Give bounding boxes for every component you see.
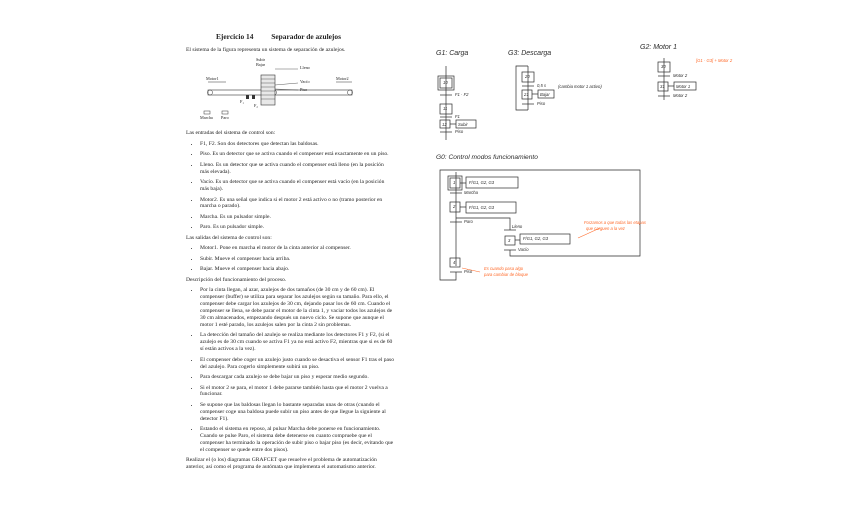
inputs-heading: Las entradas del sistema de control son: bbox=[186, 130, 276, 137]
g3-transition-1: 0,5 s bbox=[537, 83, 547, 88]
g0-red-note-2: que carguen a la vez bbox=[586, 226, 625, 231]
g2-step-31: 31 bbox=[660, 84, 665, 89]
g0-red-note-3: Es cuando pasa algo bbox=[484, 266, 524, 271]
g0-red-note-1: Forzamos a que todas las etapas bbox=[584, 220, 646, 225]
label-lleno: Lleno bbox=[300, 65, 310, 71]
g0-step-3: 3 bbox=[508, 238, 511, 243]
label-motor1: Motor1 bbox=[206, 76, 219, 82]
label-vacio: Vacío bbox=[300, 79, 310, 85]
g0-transition-3: Lleno bbox=[512, 224, 523, 229]
g2-step-30: 30 bbox=[661, 64, 666, 69]
g1-step-12: 12 bbox=[442, 122, 447, 127]
label-f2: F₂ bbox=[254, 103, 258, 109]
g0-transition-2: Paro bbox=[464, 219, 473, 224]
g2-transition-2: Motor 2 bbox=[673, 93, 688, 98]
list-item: • Estando el sistema en reposo, al pulsar Marcha debe ponerse en funcionamiento. Cuando se pulse Paro, el sistema debe detenerse en cuanto compruebe que el compenser ha terminado la operación de subir piso o bajar piso (es decir, evitando que el compenser se quede entre dos pisos). bbox=[200, 426, 394, 454]
list-item: • La detección del tamaño del azulejo se realiza mediante los detectores F1 y F2, (si el azulejo es de 30 cm cuando se activa F1 ya no está activo F2, mientras que si es de 60 sí están activos a la vez). bbox=[200, 332, 394, 353]
label-motor2: Motor2 bbox=[336, 76, 349, 82]
list-item: • Marcha. Es un pulsador simple. bbox=[200, 214, 394, 221]
list-item: • Piso. Es un detector que se activa cuando el compenser está exactamente en un piso. bbox=[200, 151, 394, 158]
g3-step-21: 21 bbox=[524, 92, 529, 97]
list-item: • Por la cinta llegan, al azar, azulejos de dos tamaños (de 30 cm y de 60 cm). El compenser (buffer) se utiliza para separar los azulejos según su tamaño. Para ello, el compenser debe cargar los azulejos de 30 cm, dejando pasar los de 60 cm. Cuando el compenser se llena, se debe parar el motor de la cinta 1, y vaciar todos los azulejos de 30 cm almacenados, empezando después un nuevo ciclo. Se supone que aunque el motor 1 esté parado, los azulejos salen por la cinta 2 sin problemas. bbox=[200, 287, 394, 328]
exercise-number: Ejercicio 14 bbox=[216, 32, 254, 41]
closing-text: Realizar el (o los) diagramas GRAFCET que resuelve el problema de automatización anterior, así como el programa de autómata que implementa el automatismo anterior. bbox=[186, 457, 377, 471]
g1-transition-1: F1 · F2 bbox=[455, 92, 469, 97]
g1-title: G1: Carga bbox=[436, 50, 469, 57]
list-item: • El compenser debe coger un azulejo justo cuando se desactiva el sensor F1 tras el paso del azulejo. Para cogerlo simplemente subirá un piso. bbox=[200, 357, 394, 371]
g3-note: (cambia motor 1 activo) bbox=[558, 84, 602, 89]
label-marcha: Marcha bbox=[200, 115, 213, 121]
list-item: • Bajar. Mueve el compenser hacia abajo. bbox=[200, 266, 394, 273]
g2-transition-1: Motor 2 bbox=[673, 73, 688, 78]
g0-red-note-4: para cambiar de bloque bbox=[484, 272, 528, 277]
g0-step-4: 4 bbox=[453, 260, 456, 265]
g0-transition-1: Marcha bbox=[464, 190, 478, 195]
list-item: • Lleno. Es un detector que se activa cuando el compenser está lleno (en la posición más elevada). bbox=[200, 162, 394, 176]
label-piso: Piso bbox=[300, 87, 308, 93]
g3-transition-2: Piso bbox=[537, 101, 546, 106]
label-subir-bajar: Subir Bajar bbox=[256, 57, 266, 67]
g1-transition-3: Piso bbox=[455, 129, 464, 134]
list-item: • Paro. Es un pulsador simple. bbox=[200, 224, 394, 231]
g1-action-12: Subir bbox=[458, 122, 468, 127]
list-item: • Si el motor 2 se para, el motor 1 debe pararse también hasta que el motor 2 vuelva a funcionar. bbox=[200, 385, 394, 399]
g1-step-11: 11 bbox=[443, 106, 448, 111]
list-item: • Para descargar cada azulejo se debe bajar un piso y esperar medio segundo. bbox=[200, 374, 394, 381]
intro-text: El sistema de la figura representa un sistema de separación de azulejos. bbox=[186, 46, 346, 53]
label-f1: F₁ bbox=[240, 99, 244, 105]
g0-step-2: 2 bbox=[453, 204, 456, 209]
list-item: • Se supone que las baldosas llegan lo bastante separadas unas de otras (cuando el compenser coge una baldosa puede subir un piso antes de que llegue la siguiente al detector F1). bbox=[200, 402, 394, 423]
g2-title: G2: Motor 1 bbox=[640, 44, 677, 51]
g3-step-20: 20 bbox=[525, 74, 530, 79]
g3-title: G3: Descarga bbox=[508, 50, 552, 57]
description-heading: Descripción del funcionamiento del proceso. bbox=[186, 276, 287, 283]
g1-transition-2: F1 bbox=[455, 114, 460, 119]
list-item: • Vacío. Es un detector que se activa cuando el compenser está vacío (en la posición más baja). bbox=[200, 179, 394, 193]
outputs-heading: Las salidas del sistema de control son: bbox=[186, 234, 272, 241]
g3-action-21: Bajar bbox=[540, 92, 550, 97]
g2-red-note: [G1 · G3] + Motor 2 bbox=[696, 58, 733, 63]
list-item: • Motor2. Es una señal que indica si el motor 2 está activo o no (tramo posterior en marcha o parado). bbox=[200, 197, 394, 211]
list-item: • Subir. Mueve el compenser hacia arriba. bbox=[200, 256, 394, 263]
g2-action-31: Motor 1 bbox=[676, 84, 691, 89]
g0-title: G0: Control modos funcionamiento bbox=[436, 154, 538, 161]
label-paro: Paro bbox=[221, 115, 229, 121]
g0-action-2: F/G1, G2, G3 bbox=[469, 205, 495, 210]
list-item: • F1, F2. Son dos detectores que detectan las baldosas. bbox=[200, 141, 394, 148]
g0-transition-5: Piso bbox=[464, 269, 473, 274]
g0-action-1: F/G1, G2, G3 bbox=[469, 180, 495, 185]
list-item: • Motor1. Pone en marcha el motor de la cinta anterior al compenser. bbox=[200, 245, 394, 252]
g0-transition-4: Vacío bbox=[518, 247, 529, 252]
g0-step-1: 1 bbox=[453, 180, 456, 185]
g0-action-3: F/G1, G2, G3 bbox=[523, 236, 549, 241]
exercise-title: Separador de azulejos bbox=[271, 32, 341, 41]
g1-step-10: 10 bbox=[443, 80, 448, 85]
